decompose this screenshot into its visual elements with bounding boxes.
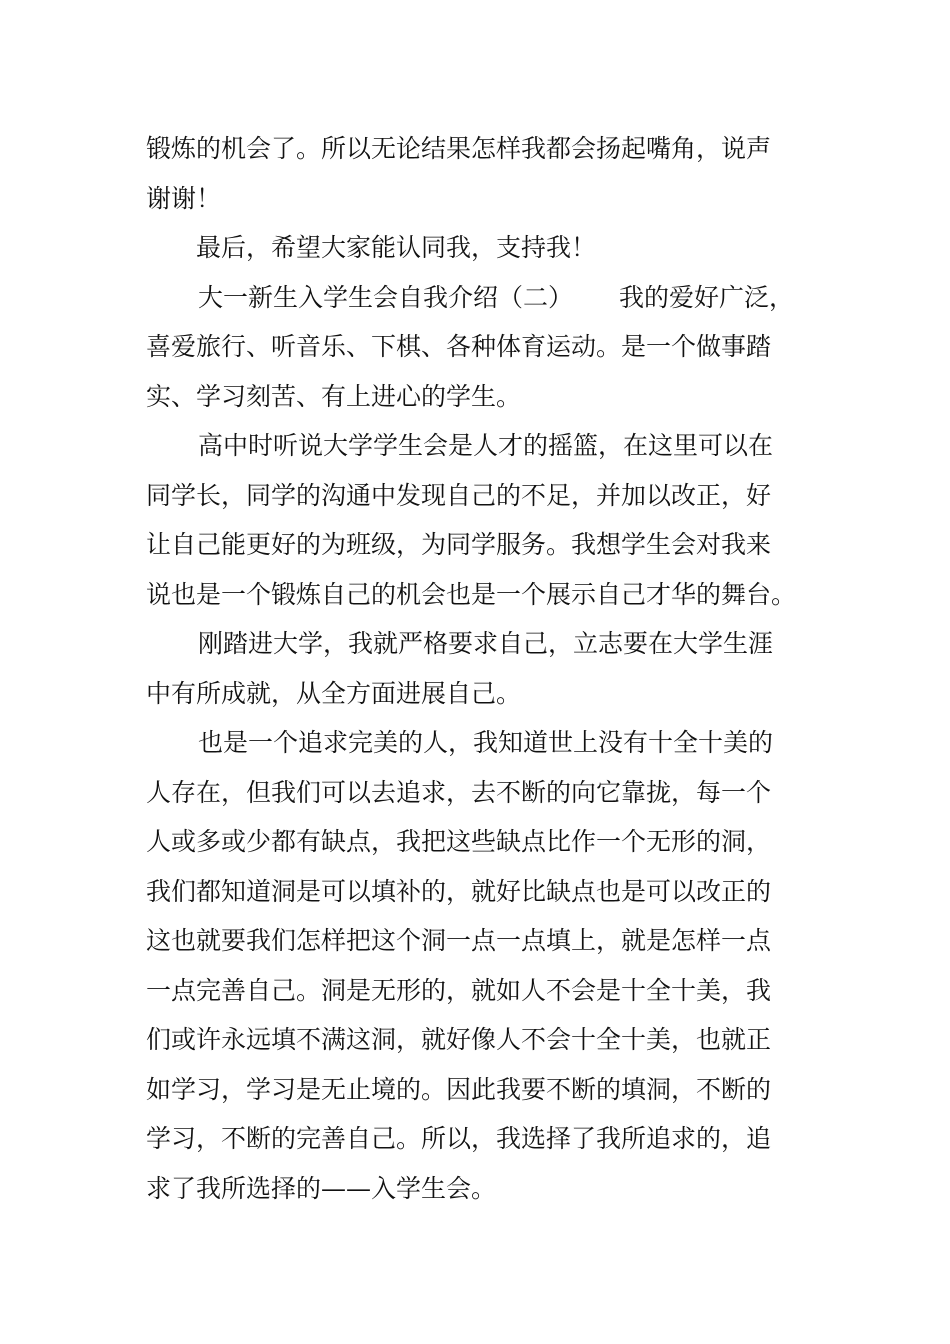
text-line: 刚踏进大学，我就严格要求自己，立志要在大学生涯 [198, 629, 774, 658]
text-line: 们或许永远填不满这洞，就好像人不会十全十美，也就正 [146, 1025, 772, 1054]
text-line: 求了我所选择的——入学生会。 [146, 1173, 497, 1203]
document-body [146, 124, 816, 1213]
text-line: 说也是一个锻炼自己的机会也是一个展示自己才华的舞台。 [146, 579, 797, 609]
text-line: 锻炼的机会了。所以无论结果怎样我都会扬起嘴角，说声 [146, 134, 772, 163]
text-line: 人或多或少都有缺点，我把这些缺点比作一个无形的洞， [146, 827, 772, 856]
text-line: 同学长，同学的沟通中发现自己的不足，并加以改正，好 [146, 480, 772, 510]
text-line: 如学习，学习是无止境的。因此我要不断的填洞，不断的 [146, 1074, 772, 1104]
text-line: 这也就要我们怎样把这个洞一点一点填上，就是怎样一点 [146, 926, 772, 955]
text-line: 最后，希望大家能认同我，支持我！ [196, 233, 597, 262]
text-line: 我的爱好广泛， [619, 282, 795, 312]
text-line: 喜爱旅行、听音乐、下棋、各种体育运动。是一个做事踏 [146, 332, 772, 361]
text-line: 我们都知道洞是可以填补的，就好比缺点也是可以改正的 [146, 876, 772, 906]
section-heading-line [146, 273, 816, 323]
section-heading: 大一新生入学生会自我介绍（二） [198, 282, 574, 312]
text-line: 学习，不断的完善自己。所以，我选择了我所追求的，追 [146, 1124, 772, 1153]
text-line: 人存在，但我们可以去追求，去不断的向它靠拢，每一个 [146, 777, 772, 807]
text-line: 让自己能更好的为班级，为同学服务。我想学生会对我来 [146, 530, 772, 559]
text-line: 也是一个追求完美的人，我知道世上没有十全十美的 [198, 728, 774, 757]
text-line: 高中时听说大学学生会是人才的摇篮，在这里可以在 [198, 431, 774, 460]
text-line: 一点完善自己。洞是无形的，就如人不会是十全十美，我 [146, 975, 772, 1005]
text-line: 中有所成就，从全方面进展自己。 [146, 678, 522, 708]
text-line: 实、学习刻苦、有上进心的学生。 [146, 381, 522, 411]
text-line: 谢谢！ [146, 183, 222, 213]
